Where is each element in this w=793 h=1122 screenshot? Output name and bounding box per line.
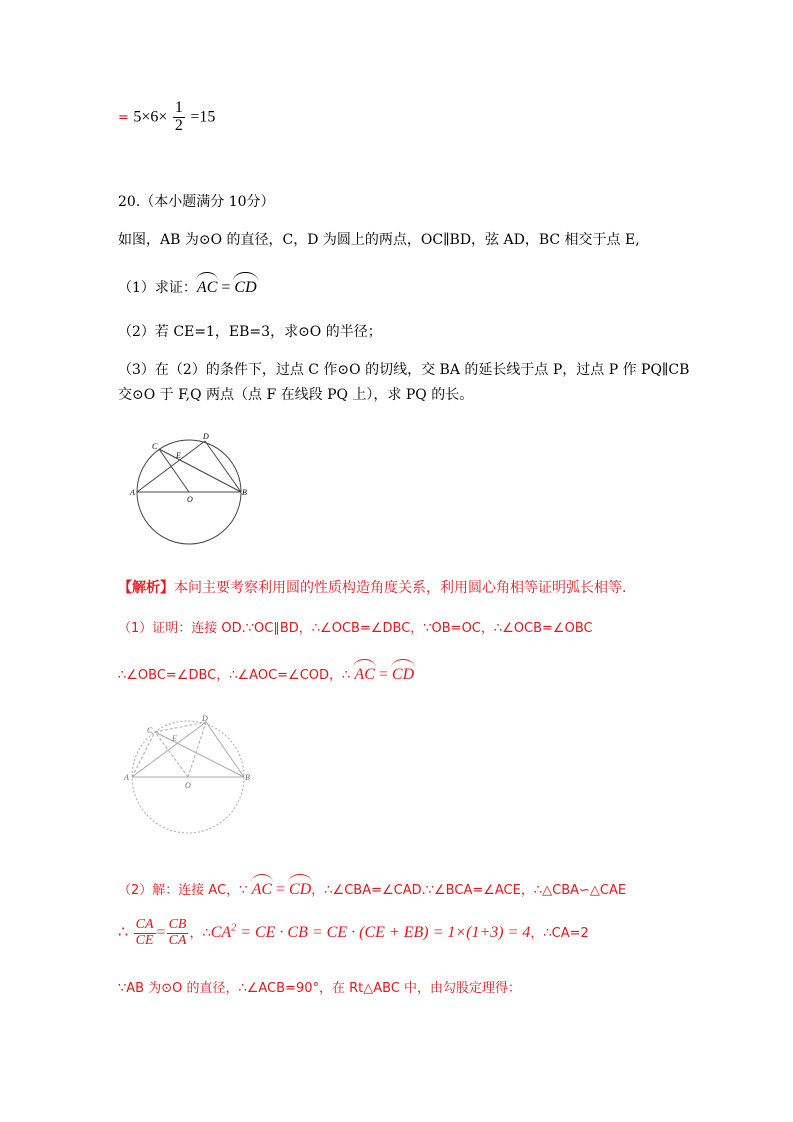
label-b: B [242, 488, 247, 497]
question-heading: 20.（本小题满分 10分） [118, 194, 275, 210]
formula-fraction [173, 100, 185, 135]
fraction-ca-ce-den: CE [135, 932, 154, 948]
label-a: A [130, 488, 135, 497]
question-part-1 [118, 276, 257, 297]
question-part-3-line-2: 交⊙O 于 F,Q 两点（点 F 在线段 PQ 上），求 PQ 的长。 [118, 387, 474, 403]
label-c: C [152, 442, 158, 451]
fraction-cb-ca [167, 918, 189, 948]
top-formula [118, 100, 215, 135]
label-o: O [187, 495, 193, 504]
solution-chord-cb [155, 732, 244, 777]
circle-figure [125, 425, 255, 547]
analysis-tag: 【解析】 [118, 580, 174, 596]
solution-2-line-1 [118, 878, 626, 899]
solution-label-b: B [245, 773, 250, 782]
question-part-2: （2）若 CE=1，EB=3，求⊙O 的半径； [118, 324, 382, 340]
solution-2-arc-ac: AC [252, 878, 272, 899]
ca-result: ，∴CA=2 [530, 926, 589, 942]
analysis-text: 本问主要考察利用圆的性质构造角度关系，利用圆心角相等证明弧长相等. [174, 580, 627, 596]
part-1-label: （1）求证： [118, 280, 197, 296]
fraction-ca-ce [134, 918, 156, 948]
solution-arc-ac: AC [354, 663, 374, 684]
solution-2-arc-equals: = [272, 881, 290, 898]
label-d: D [203, 432, 209, 441]
solution-chord-ac [132, 732, 155, 777]
arc-equals: = [217, 279, 235, 296]
comma-therefore: ，∴ [189, 926, 211, 942]
ca-squared [211, 924, 236, 941]
solution-1-line-2 [118, 663, 414, 684]
solution-2-line-1-post: ，∴∠CBA=∠CAD.∵∠BCA=∠ACE，∴△CBA∽△CAE [311, 883, 627, 898]
question-stem: 如图，AB 为⊙O 的直径，C，D 为圆上的两点，OC∥BD，弦 AD，BC 相交于点 E, [118, 232, 640, 248]
fraction-denominator: 2 [174, 116, 183, 134]
solution-figure [120, 710, 255, 835]
solution-arc-equals: = [374, 666, 392, 683]
solution-label-c: C [147, 726, 153, 735]
chord-bd [205, 441, 241, 492]
question-part-3-line-1: （3）在（2）的条件下，过点 C 作⊙O 的切线，交 BA 的延长线于点 P，过点 P 作 PQ∥CB [118, 362, 690, 378]
ratio-equals: = [156, 924, 166, 942]
formula-result: =15 [190, 108, 216, 126]
formula-equals-sign: = [118, 110, 129, 126]
ca-exponent: 2 [231, 922, 237, 934]
formula-expression: 5×6× [133, 108, 168, 126]
solution-label-a: A [124, 773, 129, 782]
analysis-line [118, 577, 626, 597]
label-e: E [176, 451, 181, 460]
solution-label-d: D [202, 714, 208, 723]
solution-chord-bd [206, 722, 244, 777]
fraction-cb-ca-num: CB [168, 917, 187, 932]
ca-expression: = CE · CB = CE · (CE + EB) = 1×(1+3) = 4 [236, 924, 531, 942]
arc-cd: CD [234, 276, 256, 297]
fraction-numerator: 1 [174, 99, 183, 116]
solution-arc-cd: CD [392, 663, 414, 684]
solution-label-e: E [172, 734, 177, 743]
radius-oc [159, 449, 189, 492]
fraction-cb-ca-den: CA [168, 932, 187, 948]
arc-ac: AC [197, 276, 217, 297]
solution-2-line-2 [118, 918, 589, 948]
ca-base: CA [210, 924, 232, 942]
fraction-ca-ce-num: CA [135, 917, 154, 932]
solution-chord-ad [132, 722, 206, 777]
solution-1-line-2-text: ∴∠OBC=∠DBC，∴∠AOC=∠COD，∴ [118, 668, 355, 683]
therefore-symbol: ∴ [118, 922, 129, 942]
solution-2-arc-cd: CD [289, 878, 311, 899]
solution-2-line-1-pre: （2）解：连接 AC，∵ [118, 883, 252, 898]
solution-1-line-1: （1）证明：连接 OD.∵OC∥BD，∴∠OCB=∠DBC，∵OB=OC，∴∠OCB=∠OBC [118, 621, 593, 636]
solution-2-line-3: ∵AB 为⊙O 的直径，∴∠ACB=90°，在 Rt△ABC 中，由勾股定理得： [118, 981, 522, 996]
solution-label-o: O [185, 781, 191, 790]
chord-cb [159, 449, 241, 492]
